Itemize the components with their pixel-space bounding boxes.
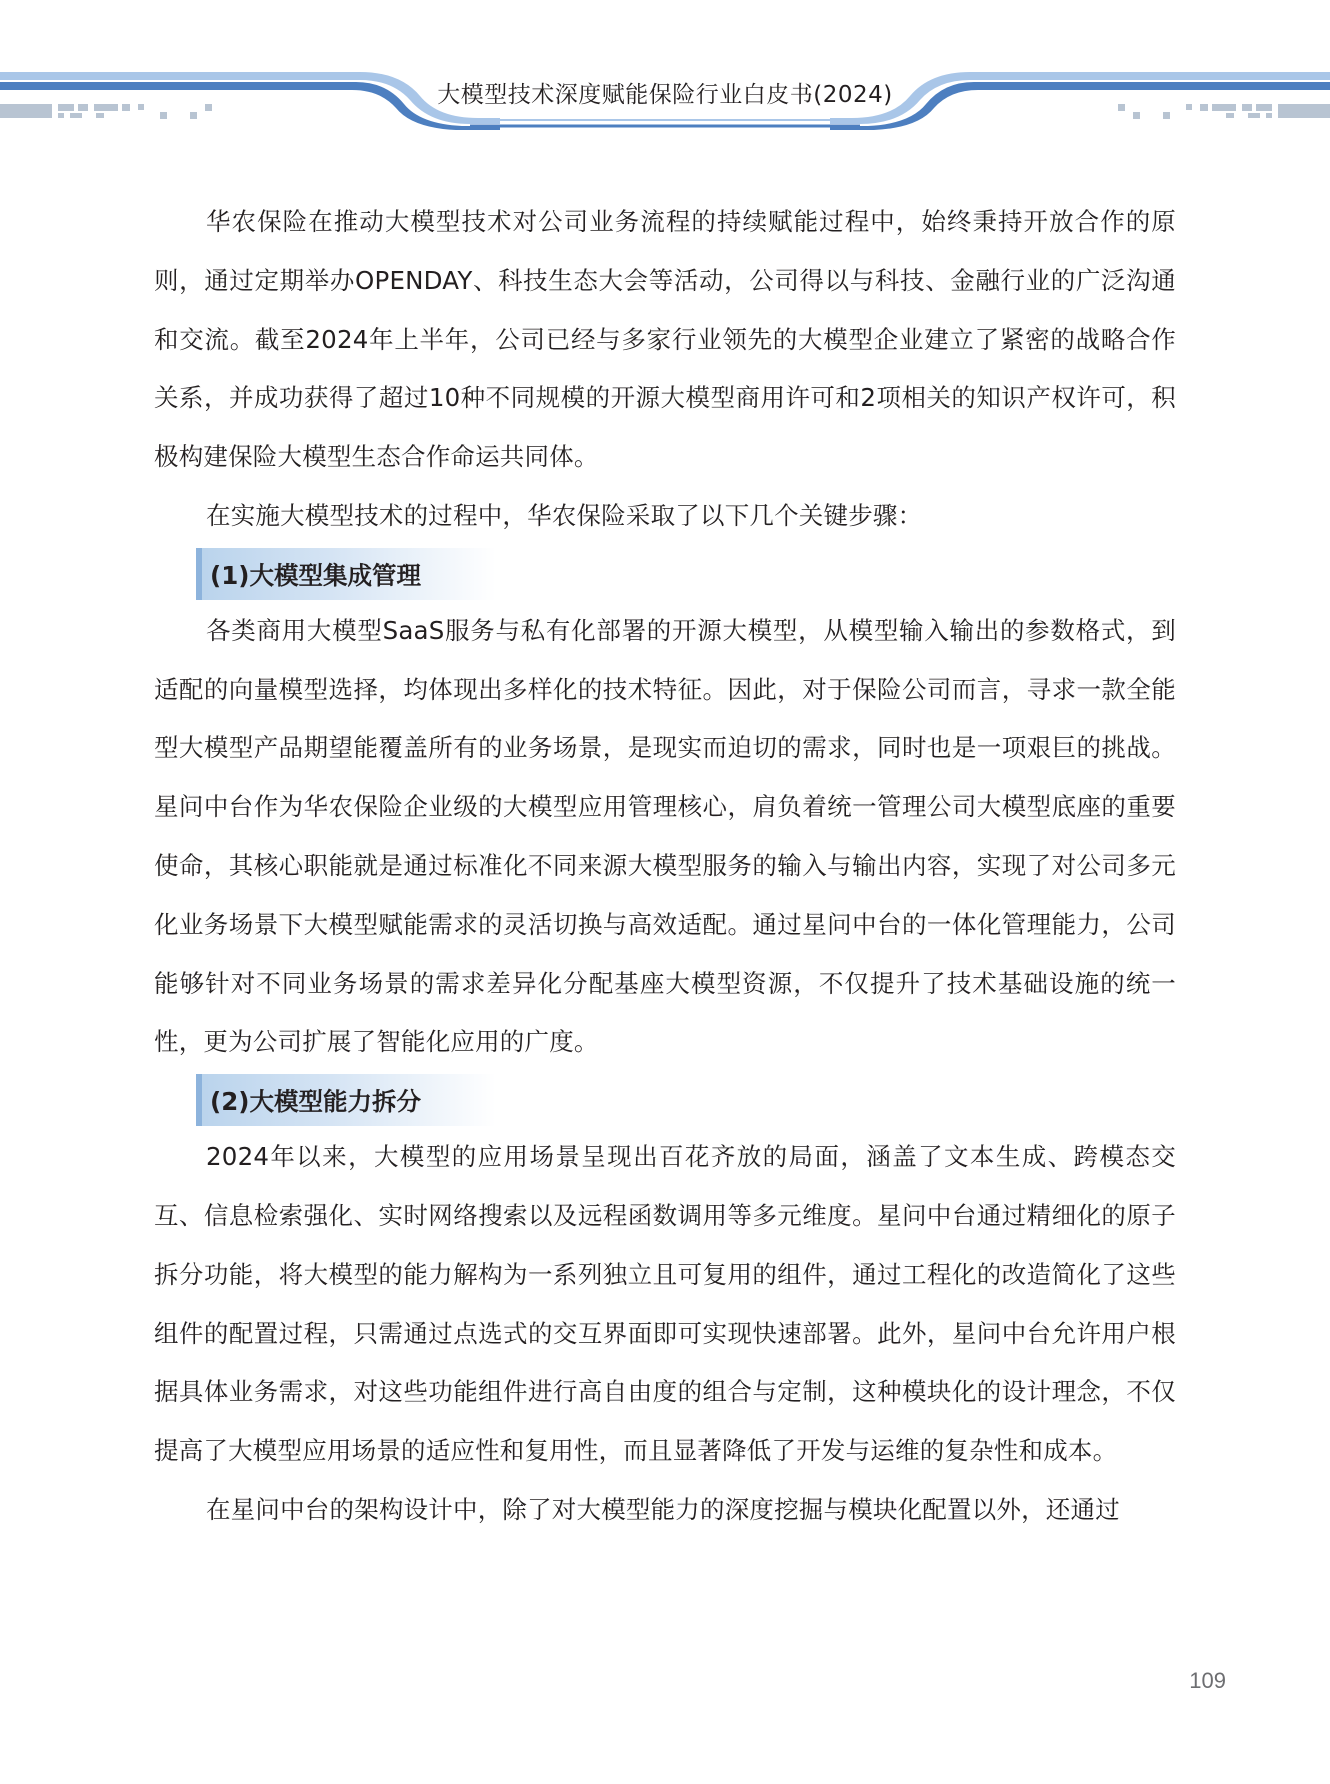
heading-accent-bar <box>196 548 202 600</box>
paragraph-capability-split: 2024年以来，大模型的应用场景呈现出百花齐放的局面，涵盖了文本生成、跨模态交互、信息检索强化、实时网络搜索以及远程函数调用等多元维度。星问中台通过精细化的原子拆分功能，将大模型的能力解构为一系列独立且可复用的组件，通过工程化的改造简化了这些组件的配置过程，只需通过点选式的交互界面即可实现快速部署。此外，星问中台允许用户根据具体业务需求，对这些功能组件进行高自由度的组合与定制，这种模块化的设计理念，不仅提高了大模型应用场景的适应性和复用性，而且显著降低了开发与运维的复杂性和成本。 <box>154 1142 1176 1466</box>
header-title: 大模型技术深度赋能保险行业白皮书(2024) <box>437 82 893 108</box>
paragraph-architecture-design: 在星问中台的架构设计中，除了对大模型能力的深度挖掘与模块化配置以外，还通过 <box>206 1494 1120 1524</box>
section-heading-text: (1)大模型集成管理 <box>210 560 421 590</box>
page-number: 109 <box>1189 1668 1226 1693</box>
section-heading-capability-split <box>196 1074 496 1126</box>
section-heading-text: (2)大模型能力拆分 <box>210 1087 421 1117</box>
document-body <box>154 193 1176 1540</box>
heading-accent-bar <box>196 1074 202 1126</box>
section-heading-integration <box>196 548 496 600</box>
paragraph-integration-management: 各类商用大模型SaaS服务与私有化部署的开源大模型，从模型输入输出的参数格式，到适配的向量模型选择，均体现出多样化的技术特征。因此，对于保险公司而言，寻求一款全能型大模型产品期望能覆盖所有的业务场景，是现实而迫切的需求，同时也是一项艰巨的挑战。星问中台作为华农保险企业级的大模型应用管理核心，肩负着统一管理公司大模型底座的重要使命，其核心职能就是通过标准化不同来源大模型服务的输入与输出内容，实现了对公司多元化业务场景下大模型赋能需求的灵活切换与高效适配。通过星问中台的一体化管理能力，公司能够针对不同业务场景的需求差异化分配基座大模型资源，不仅提升了技术基础设施的统一性，更为公司扩展了智能化应用的广度。 <box>154 615 1176 1057</box>
paragraph-key-steps-intro: 在实施大模型技术的过程中，华农保险采取了以下几个关键步骤： <box>206 500 923 530</box>
header-wave-banner <box>0 0 1330 140</box>
paragraph-open-cooperation: 华农保险在推动大模型技术对公司业务流程的持续赋能过程中，始终秉持开放合作的原则，通过定期举办OPENDAY、科技生态大会等活动，公司得以与科技、金融行业的广泛沟通和交流。截至2024年上半年，公司已经与多家行业领先的大模型企业建立了紧密的战略合作关系，并成功获得了超过10种不同规模的开源大模型商用许可和2项相关的知识产权许可，积极构建保险大模型生态合作命运共同体。 <box>154 207 1176 472</box>
page-header <box>0 0 1330 140</box>
